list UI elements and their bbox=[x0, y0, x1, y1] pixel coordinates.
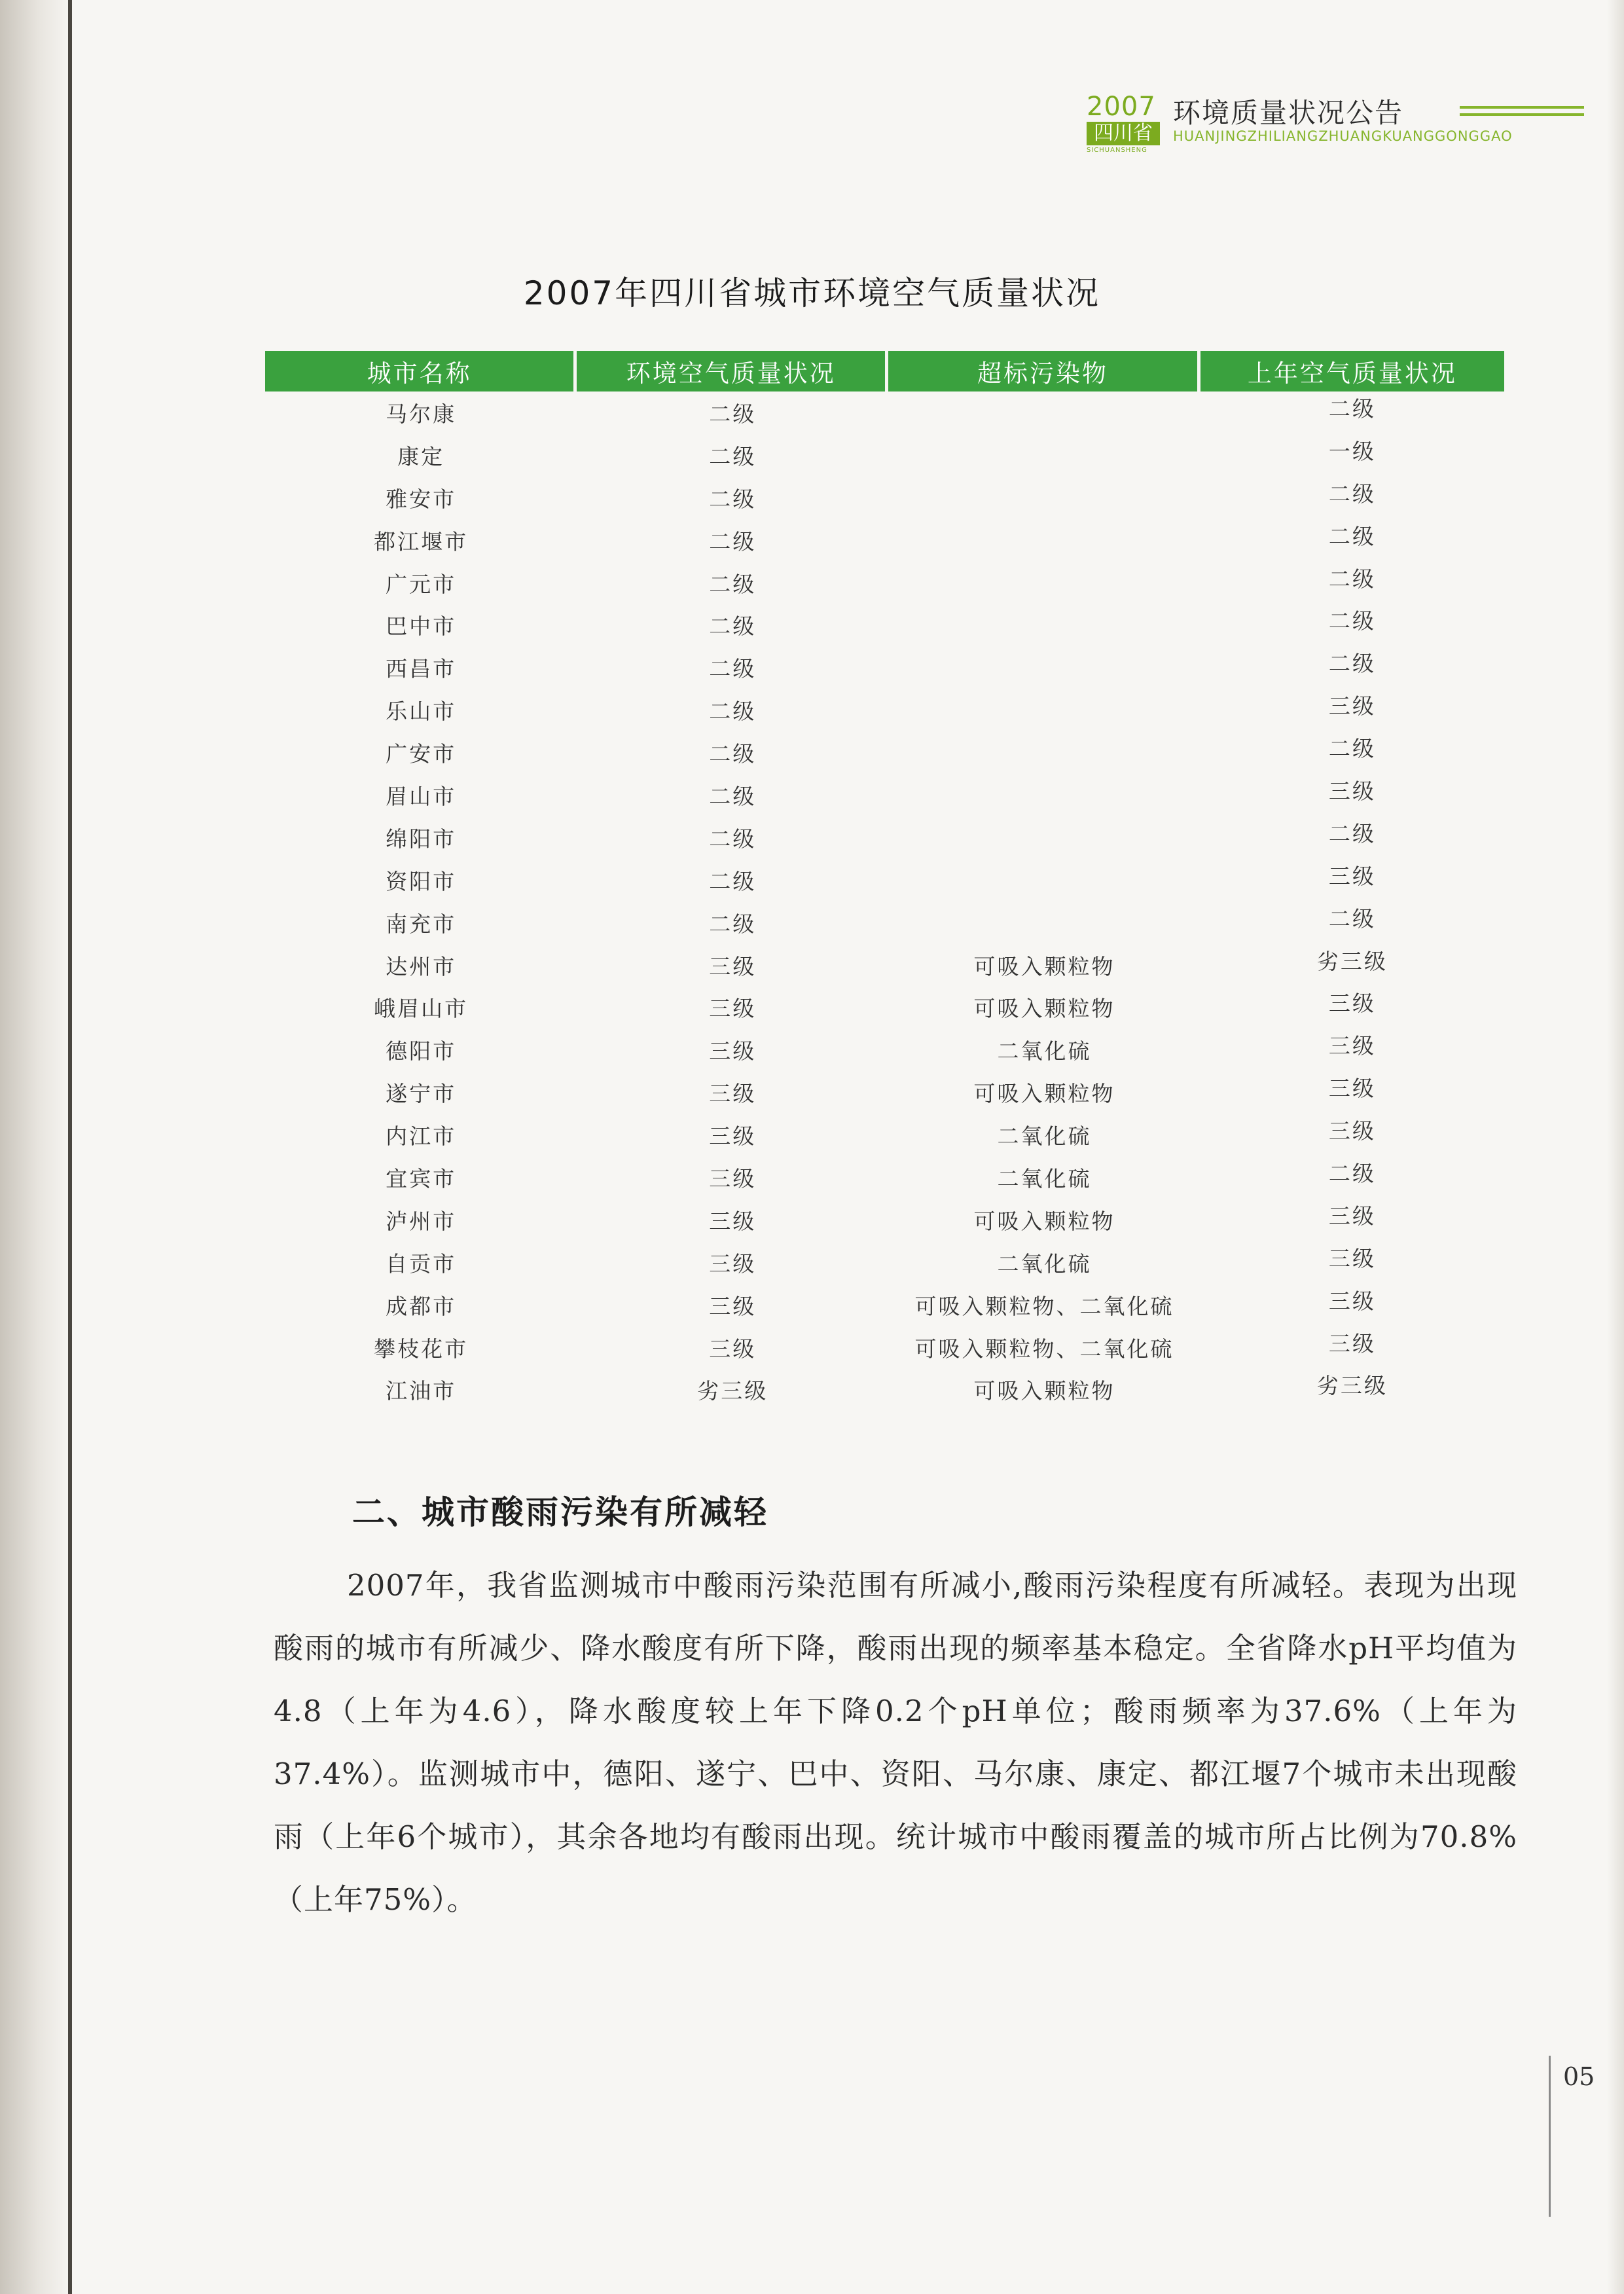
cell-city: 江油市 bbox=[386, 1378, 457, 1404]
table-body bbox=[265, 391, 1504, 1411]
table-row bbox=[265, 859, 1504, 901]
cell-city: 成都市 bbox=[386, 1293, 457, 1319]
cell-quality: 二级 bbox=[709, 826, 757, 852]
cell-prev-quality: 三级 bbox=[1328, 1288, 1376, 1314]
cell-pollutant: 可吸入颗粒物 bbox=[973, 953, 1115, 979]
cell-pollutant bbox=[888, 604, 1200, 646]
cell-prev-quality: 三级 bbox=[1328, 863, 1376, 889]
cell-pollutant: 可吸入颗粒物 bbox=[973, 996, 1115, 1022]
cell-city: 广安市 bbox=[386, 741, 457, 767]
cell-quality: 二级 bbox=[709, 868, 757, 894]
cell-city: 康定 bbox=[397, 443, 445, 469]
cell-quality: 二级 bbox=[709, 911, 757, 937]
page-binding-line bbox=[68, 0, 72, 2294]
cell-prev-quality: 三级 bbox=[1328, 1118, 1376, 1144]
cell-quality: 二级 bbox=[709, 613, 757, 640]
cell-quality: 二级 bbox=[709, 699, 757, 725]
table-row bbox=[265, 731, 1504, 774]
cell-quality: 二级 bbox=[709, 486, 757, 512]
cell-quality: 三级 bbox=[709, 1250, 757, 1277]
table-row bbox=[265, 901, 1504, 944]
table-row bbox=[265, 774, 1504, 816]
table-row bbox=[265, 434, 1504, 477]
header-province-pinyin: SICHUANSHENG bbox=[1087, 147, 1147, 154]
cell-pollutant: 可吸入颗粒物、二氧化硫 bbox=[914, 1293, 1174, 1319]
cell-prev-quality: 二级 bbox=[1328, 1160, 1376, 1186]
cell-prev-quality: 二级 bbox=[1328, 651, 1376, 677]
cell-prev-quality: 三级 bbox=[1328, 1033, 1376, 1059]
header-decorative-bars bbox=[1460, 106, 1584, 120]
cell-prev-quality: 三级 bbox=[1328, 693, 1376, 719]
cell-pollutant bbox=[888, 434, 1200, 477]
table-row bbox=[265, 816, 1504, 859]
cell-pollutant bbox=[888, 774, 1200, 816]
table-title: 2007年四川省城市环境空气质量状况 bbox=[523, 274, 1101, 312]
cell-prev-quality: 二级 bbox=[1328, 481, 1376, 507]
cell-quality: 二级 bbox=[709, 783, 757, 809]
cell-prev-quality: 二级 bbox=[1328, 905, 1376, 932]
cell-prev-quality: 三级 bbox=[1328, 1076, 1376, 1102]
cell-city: 南充市 bbox=[386, 911, 457, 937]
cell-city: 自贡市 bbox=[386, 1250, 457, 1277]
header-title: 环境质量状况公告 bbox=[1173, 97, 1404, 129]
cell-pollutant: 可吸入颗粒物、二氧化硫 bbox=[914, 1336, 1174, 1362]
cell-quality: 三级 bbox=[709, 1081, 757, 1107]
cell-quality: 三级 bbox=[709, 1038, 757, 1065]
table-row bbox=[265, 477, 1504, 519]
cell-city: 眉山市 bbox=[386, 783, 457, 809]
cell-pollutant bbox=[888, 477, 1200, 519]
page-number: 05 bbox=[1563, 2062, 1595, 2091]
cell-city: 西昌市 bbox=[386, 656, 457, 682]
cell-prev-quality: 二级 bbox=[1328, 736, 1376, 762]
cell-quality: 二级 bbox=[709, 528, 757, 555]
page-number-rule bbox=[1549, 2056, 1551, 2217]
cell-quality: 三级 bbox=[709, 1165, 757, 1192]
cell-quality: 二级 bbox=[709, 401, 757, 427]
cell-city: 广元市 bbox=[386, 571, 457, 597]
cell-city: 宜宾市 bbox=[386, 1165, 457, 1192]
table-row bbox=[265, 1071, 1504, 1114]
cell-pollutant: 二氧化硫 bbox=[997, 1165, 1092, 1192]
cell-city: 马尔康 bbox=[386, 401, 457, 427]
cell-quality: 三级 bbox=[709, 1293, 757, 1319]
cell-prev-quality: 二级 bbox=[1328, 395, 1376, 422]
cell-pollutant bbox=[888, 646, 1200, 689]
report-header-logo bbox=[1087, 92, 1584, 157]
table-header-row bbox=[265, 351, 1504, 391]
cell-quality: 三级 bbox=[709, 1123, 757, 1150]
table-row bbox=[265, 562, 1504, 604]
cell-pollutant bbox=[888, 519, 1200, 562]
cell-pollutant bbox=[888, 731, 1200, 774]
cell-city: 都江堰市 bbox=[374, 528, 469, 555]
cell-quality: 二级 bbox=[709, 443, 757, 469]
header-year: 2007 bbox=[1087, 92, 1156, 122]
cell-quality: 劣三级 bbox=[697, 1378, 768, 1404]
cell-pollutant: 二氧化硫 bbox=[997, 1038, 1092, 1065]
table-row bbox=[265, 519, 1504, 562]
cell-pollutant: 可吸入颗粒物 bbox=[973, 1208, 1115, 1234]
cell-prev-quality: 二级 bbox=[1328, 523, 1376, 549]
cell-city: 遂宁市 bbox=[386, 1081, 457, 1107]
cell-pollutant: 可吸入颗粒物 bbox=[973, 1081, 1115, 1107]
cell-quality: 二级 bbox=[709, 656, 757, 682]
air-quality-table bbox=[265, 351, 1504, 1411]
header-quality: 环境空气质量状况 bbox=[577, 351, 888, 391]
cell-pollutant bbox=[888, 689, 1200, 731]
cell-city: 峨眉山市 bbox=[374, 996, 469, 1022]
page-edge bbox=[1607, 0, 1624, 2294]
cell-quality: 三级 bbox=[709, 1336, 757, 1362]
cell-prev-quality: 一级 bbox=[1328, 438, 1376, 464]
cell-pollutant: 二氧化硫 bbox=[997, 1123, 1092, 1150]
cell-city: 雅安市 bbox=[386, 486, 457, 512]
table-row bbox=[265, 391, 1504, 434]
cell-prev-quality: 三级 bbox=[1328, 1203, 1376, 1229]
header-pollutant: 超标污染物 bbox=[888, 351, 1200, 391]
table-row bbox=[265, 1368, 1504, 1411]
cell-pollutant: 二氧化硫 bbox=[997, 1250, 1092, 1277]
table-row bbox=[265, 1029, 1504, 1071]
cell-city: 乐山市 bbox=[386, 699, 457, 725]
cell-prev-quality: 劣三级 bbox=[1316, 1373, 1388, 1399]
cell-city: 绵阳市 bbox=[386, 826, 457, 852]
cell-prev-quality: 劣三级 bbox=[1316, 948, 1388, 974]
cell-quality: 三级 bbox=[709, 1208, 757, 1234]
cell-pollutant bbox=[888, 859, 1200, 901]
header-province-badge: 四川省 bbox=[1087, 122, 1160, 145]
table-row bbox=[265, 1156, 1504, 1199]
cell-city: 攀枝花市 bbox=[374, 1336, 469, 1362]
section-paragraph: 2007年，我省监测城市中酸雨污染范围有所减小,酸雨污染程度有所减轻。表现为出现酸雨的城市有所减少、降水酸度有所下降，酸雨出现的频率基本稳定。全省降水pH平均值为4.8（上年为4.6），降水酸度较上年下降0.2个pH单位；酸雨频率为37.6%（上年为37.4%）。监测城市中，德阳、遂宁、巴中、资阳、马尔康、康定、都江堰7个城市未出现酸雨（上年6个城市），其余各地均有酸雨出现。统计城市中酸雨覆盖的城市所占比例为70.8%（上年75%）。 bbox=[274, 1568, 1517, 1917]
header-title-pinyin: HUANJINGZHILIANGZHUANGKUANGGONGGAO bbox=[1173, 128, 1513, 144]
cell-pollutant: 可吸入颗粒物 bbox=[973, 1378, 1115, 1404]
table-row bbox=[265, 689, 1504, 731]
cell-quality: 二级 bbox=[709, 571, 757, 597]
cell-pollutant bbox=[888, 901, 1200, 944]
cell-quality: 三级 bbox=[709, 996, 757, 1022]
table-row bbox=[265, 944, 1504, 987]
table-row bbox=[265, 1326, 1504, 1369]
cell-prev-quality: 二级 bbox=[1328, 820, 1376, 847]
table-row bbox=[265, 1284, 1504, 1326]
cell-prev-quality: 三级 bbox=[1328, 1330, 1376, 1356]
table-row bbox=[265, 646, 1504, 689]
table-row bbox=[265, 604, 1504, 646]
page-binding-shadow bbox=[0, 0, 72, 2294]
cell-pollutant bbox=[888, 816, 1200, 859]
cell-prev-quality: 三级 bbox=[1328, 991, 1376, 1017]
cell-city: 资阳市 bbox=[386, 868, 457, 894]
cell-quality: 二级 bbox=[709, 741, 757, 767]
cell-quality: 三级 bbox=[709, 953, 757, 979]
cell-city: 泸州市 bbox=[386, 1208, 457, 1234]
table-row bbox=[265, 1114, 1504, 1156]
table-row bbox=[265, 1199, 1504, 1241]
cell-prev-quality: 三级 bbox=[1328, 778, 1376, 804]
table-row bbox=[265, 986, 1504, 1029]
cell-city: 巴中市 bbox=[386, 613, 457, 640]
cell-city: 内江市 bbox=[386, 1123, 457, 1150]
cell-pollutant bbox=[888, 391, 1200, 434]
cell-pollutant bbox=[888, 562, 1200, 604]
cell-prev-quality: 三级 bbox=[1328, 1245, 1376, 1271]
section-heading: 二、城市酸雨污染有所减轻 bbox=[352, 1493, 768, 1531]
cell-prev-quality: 二级 bbox=[1328, 566, 1376, 592]
cell-prev-quality: 二级 bbox=[1328, 608, 1376, 634]
table-row bbox=[265, 1241, 1504, 1284]
cell-city: 德阳市 bbox=[386, 1038, 457, 1065]
header-city: 城市名称 bbox=[265, 351, 577, 391]
header-prev-quality: 上年空气质量状况 bbox=[1200, 351, 1504, 391]
cell-city: 达州市 bbox=[386, 953, 457, 979]
